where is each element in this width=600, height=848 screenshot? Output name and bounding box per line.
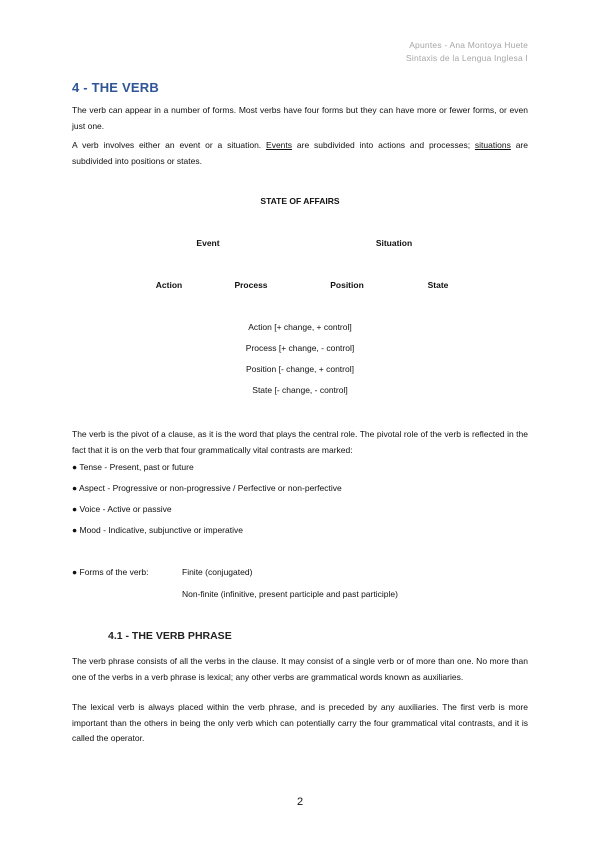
intro-text-c: are subdivided into positions or states. [72, 140, 528, 166]
feature-action: Action [+ change, + control] [248, 322, 352, 332]
contrast-mood: ● Mood - Indicative, subjunctive or imperative [72, 525, 243, 535]
contrast-aspect: ● Aspect - Progressive or non-progressive / Perfective or non-perfective [72, 483, 342, 493]
contrast-voice: ● Voice - Active or passive [72, 504, 172, 514]
events-term: Events [266, 140, 293, 150]
diagram-position: Position [330, 280, 364, 290]
forms-nonfinite: Non-finite (infinitive, present participle and past participle) [182, 589, 398, 599]
situations-term: situations [474, 140, 511, 150]
diagram-event: Event [196, 238, 220, 248]
section-title: 4.1 - THE VERB PHRASE [108, 630, 232, 642]
feature-process: Process [+ change, - control] [245, 343, 355, 353]
verb-phrase-paragraph-2: The lexical verb is always placed within the verb phrase, and is preceded by any auxiliaries. The first verb is more important than the others in being the only verb which can potentially carry the four grammatical vital contrasts, and it is called the operator. [72, 702, 528, 743]
chapter-title: 4 - THE VERB [72, 80, 159, 95]
diagram-state: State [427, 280, 449, 290]
header-course: Sintaxis de la Lengua Inglesa I [406, 53, 528, 63]
intro-paragraph-1: The verb can appear in a number of forms. Most verbs have four forms but they can have more or fewer forms, or even just one. [72, 105, 528, 131]
header-author: Apuntes - Ana Montoya Huete [409, 40, 528, 50]
diagram-situation: Situation [375, 238, 413, 248]
pivot-paragraph: The verb is the pivot of a clause, as it is the word that plays the central role. The pivotal role of the verb is reflected in the fact that it is on the verb that four grammatically vital contrasts are marked: [72, 429, 528, 455]
diagram-process: Process [234, 280, 268, 290]
forms-label: ● Forms of the verb: [72, 567, 149, 577]
intro-text-a: A verb involves either an event or a situation. [72, 140, 267, 150]
intro-paragraph-2 [72, 138, 528, 169]
forms-finite: Finite (conjugated) [182, 567, 253, 577]
feature-state: State [- change, - control] [252, 385, 348, 395]
diagram-root: STATE OF AFFAIRS [260, 196, 340, 206]
feature-position: Position [- change, + control] [246, 364, 354, 374]
intro-text-b: are subdivided into actions and processes; [292, 140, 475, 150]
contrast-tense: ● Tense - Present, past or future [72, 462, 194, 472]
verb-phrase-paragraph-1: The verb phrase consists of all the verbs in the clause. It may consist of a single verb or of more than one. No more than one of the verbs in a verb phrase is lexical; any other verbs are grammatical words known as auxiliaries. [72, 656, 528, 682]
diagram-action: Action [155, 280, 183, 290]
page-number: 2 [296, 796, 304, 808]
